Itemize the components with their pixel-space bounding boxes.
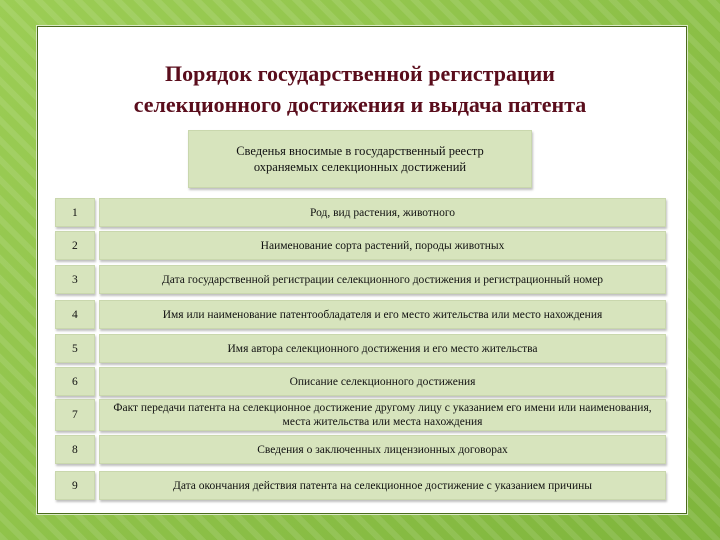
- row-text: Наименование сорта растений, породы животных: [99, 231, 666, 260]
- table-row: [55, 399, 666, 431]
- table-row: [55, 231, 666, 260]
- row-number: 1: [55, 198, 95, 227]
- table-row: [55, 198, 666, 227]
- title-line-1: Порядок государственной регистрации: [165, 61, 555, 86]
- title-line-2: селекционного достижения и выдача патента: [133, 92, 587, 117]
- registry-header-box: [188, 130, 532, 188]
- row-number: 8: [55, 435, 95, 464]
- table-row: [55, 435, 666, 464]
- table-row: [55, 367, 666, 396]
- row-number: 6: [55, 367, 95, 396]
- table-row: [55, 300, 666, 329]
- table-row: [55, 265, 666, 294]
- row-number: 9: [55, 471, 95, 500]
- row-number: 5: [55, 334, 95, 363]
- slide-title: [36, 58, 684, 120]
- header-line-2: охраняемых селекционных достижений: [253, 160, 467, 174]
- table-row: [55, 334, 666, 363]
- header-line-1: Сведенья вносимые в государственный реестр: [236, 144, 484, 158]
- row-text: Имя автора селекционного достижения и его место жительства: [99, 334, 666, 363]
- row-number: 4: [55, 300, 95, 329]
- row-number: 2: [55, 231, 95, 260]
- row-number: 3: [55, 265, 95, 294]
- row-text: Род, вид растения, животного: [99, 198, 666, 227]
- row-number: 7: [55, 399, 95, 431]
- row-text: Сведения о заключенных лицензионных договорах: [99, 435, 666, 464]
- row-text: Имя или наименование патентообладателя и его место жительства или место нахождения: [99, 300, 666, 329]
- row-text: Дата государственной регистрации селекционного достижения и регистрационный номер: [99, 265, 666, 294]
- row-text: Описание селекционного достижения: [99, 367, 666, 396]
- row-text: Дата окончания действия патента на селекционное достижение с указанием причины: [99, 471, 666, 500]
- table-row: [55, 471, 666, 500]
- row-text: Факт передачи патента на селекционное достижение другому лицу с указанием его имени или наименования, места жительства или места нахождения: [99, 399, 666, 431]
